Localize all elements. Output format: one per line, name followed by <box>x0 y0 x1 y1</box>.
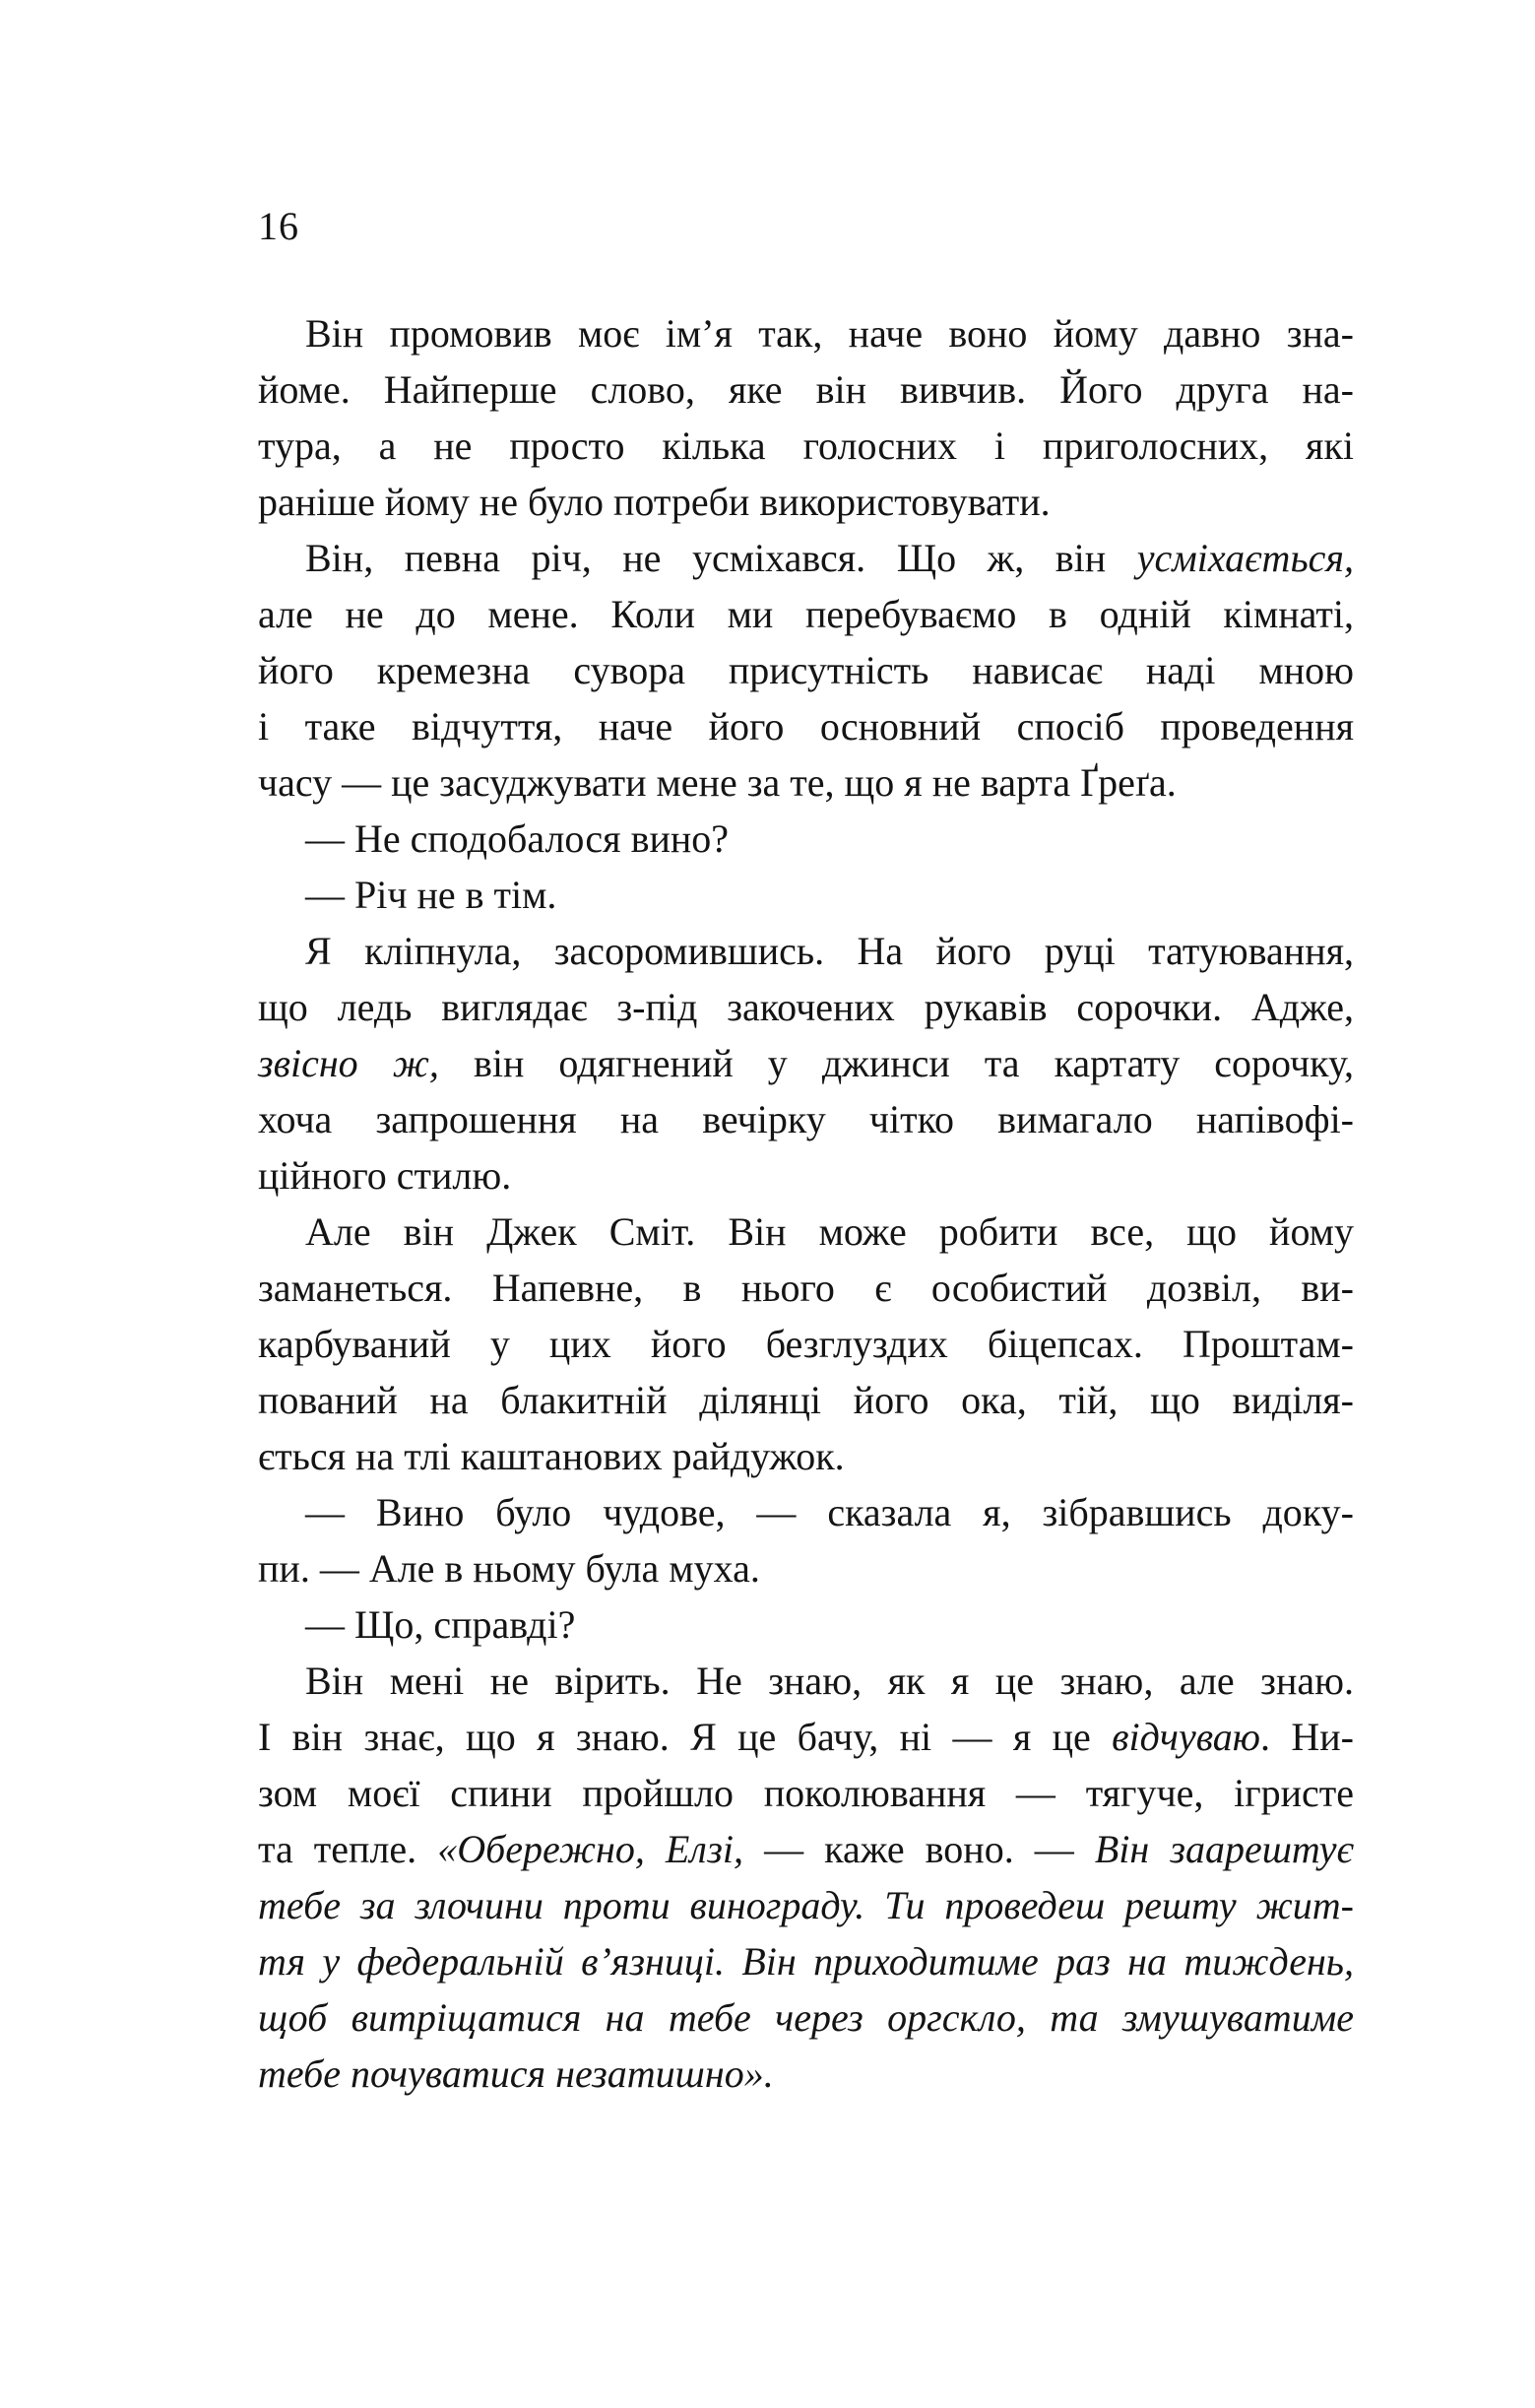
paragraph <box>258 811 1354 867</box>
italic-text-segment: тя у федеральній в’язниці. Він приходитиме раз на тиждень, <box>258 1939 1354 1984</box>
text-line <box>258 1316 1354 1372</box>
text-segment: тура, а не просто кілька голосних і приголосних, які <box>258 423 1354 468</box>
text-line <box>258 1821 1354 1877</box>
text-segment: Він промовив моє ім’я так, наче воно йому давно зна- <box>305 311 1354 356</box>
text-line <box>258 1653 1354 1709</box>
text-segment: ційного стилю. <box>258 1153 512 1198</box>
text-line <box>258 1204 1354 1260</box>
text-line <box>258 361 1354 418</box>
text-segment: Він, певна річ, не усміхався. Що ж, він <box>305 536 1137 580</box>
text-segment: Він мені не вірить. Не знаю, як я це знаю, але знаю. <box>305 1659 1354 1703</box>
text-line <box>258 530 1354 586</box>
paragraph <box>258 923 1354 1204</box>
text-line <box>258 698 1354 754</box>
text-segment: і таке відчуття, наче його основний спосіб проведення <box>258 704 1354 748</box>
text-segment: — каже воно. — <box>742 1827 1095 1871</box>
text-segment: що ледь виглядає з-під закочених рукавів сорочки. Адже, <box>258 985 1354 1029</box>
text-line <box>258 305 1354 361</box>
text-segment: раніше йому не було потреби використовувати. <box>258 480 1051 524</box>
italic-text-segment: «Обережно, Елзі, <box>437 1827 743 1871</box>
text-line <box>258 1765 1354 1821</box>
text-segment: він одягнений у джинси та картату сорочку, <box>438 1041 1354 1085</box>
text-line <box>258 642 1354 698</box>
text-line <box>258 586 1354 642</box>
text-line <box>258 1260 1354 1316</box>
text-segment: — Річ не в тім. <box>305 873 557 917</box>
italic-text-segment: щоб витріщатися на тебе через оргскло, та змушуватиме <box>258 1995 1354 2040</box>
text-line <box>258 1989 1354 2046</box>
text-segment: та тепле. <box>258 1827 438 1871</box>
text-line <box>258 1540 1354 1596</box>
text-line <box>258 1877 1354 1933</box>
text-segment: — Що, справді? <box>305 1602 576 1647</box>
italic-text-segment: відчуваю <box>1112 1715 1261 1759</box>
text-segment: — Не сподобалося вино? <box>305 816 730 861</box>
text-segment: карбуваний у цих його безглуздих біцепсах. Проштам- <box>258 1322 1354 1366</box>
text-segment: І він знає, що я знаю. Я це бачу, ні — я це <box>258 1715 1113 1759</box>
paragraph <box>258 867 1354 923</box>
text-line <box>258 2046 1354 2102</box>
text-line <box>258 474 1354 530</box>
text-segment: Але він Джек Сміт. Він може робити все, що йому <box>305 1209 1354 1254</box>
paragraph <box>258 1596 1354 1653</box>
text-segment: ється на тлі каштанових райдужок. <box>258 1434 845 1478</box>
text-segment: Я кліпнула, засоромившись. На його руці татуювання, <box>305 929 1354 973</box>
paragraph <box>258 305 1354 530</box>
italic-text-segment: звісно ж, <box>258 1041 439 1085</box>
text-segment: . Ни- <box>1260 1715 1354 1759</box>
italic-text-segment: тебе почуватися незатишно». <box>258 2051 774 2096</box>
text-line <box>258 1709 1354 1765</box>
text-segment: хоча запрошення на вечірку чітко вимагало напівофі- <box>258 1097 1354 1141</box>
text-line <box>258 1035 1354 1091</box>
text-segment: його кремезна сувора присутність нависає наді мною <box>258 648 1354 692</box>
text-segment: пований на блакитній ділянці його ока, тій, що виділя- <box>258 1378 1354 1422</box>
text-segment: але не до мене. Коли ми перебуваємо в одній кімнаті, <box>258 592 1354 636</box>
text-line <box>258 923 1354 979</box>
italic-text-segment: тебе за злочини проти винограду. Ти проведеш решту жит- <box>258 1883 1354 1927</box>
italic-text-segment: Він заарештує <box>1094 1827 1354 1871</box>
page-number: 16 <box>258 204 299 248</box>
text-line <box>258 418 1354 474</box>
text-line <box>258 1933 1354 1989</box>
paragraph <box>258 1484 1354 1596</box>
text-line <box>258 1372 1354 1428</box>
paragraph <box>258 530 1354 811</box>
text-line <box>258 979 1354 1035</box>
text-segment: пи. — Але в ньому була муха. <box>258 1546 760 1591</box>
text-line <box>258 754 1354 811</box>
text-line <box>258 1484 1354 1540</box>
text-segment: — Вино було чудове, — сказала я, зібравшись доку- <box>305 1490 1354 1534</box>
body-text <box>258 305 1354 2102</box>
text-segment: заманеться. Напевне, в нього є особистий дозвіл, ви- <box>258 1266 1354 1310</box>
text-line <box>258 1596 1354 1653</box>
text-line <box>258 1428 1354 1484</box>
text-segment: часу — це засуджувати мене за те, що я не варта Ґреґа. <box>258 760 1177 805</box>
text-line <box>258 1091 1354 1147</box>
text-segment: йоме. Найперше слово, яке він вивчив. Його друга на- <box>258 367 1354 412</box>
text-line <box>258 811 1354 867</box>
italic-text-segment: усміхається, <box>1136 536 1354 580</box>
paragraph <box>258 1653 1354 2102</box>
text-segment: зом моєї спини пройшло поколювання — тягуче, ігристе <box>258 1771 1354 1815</box>
paragraph <box>258 1204 1354 1484</box>
text-line <box>258 1147 1354 1204</box>
text-line <box>258 867 1354 923</box>
